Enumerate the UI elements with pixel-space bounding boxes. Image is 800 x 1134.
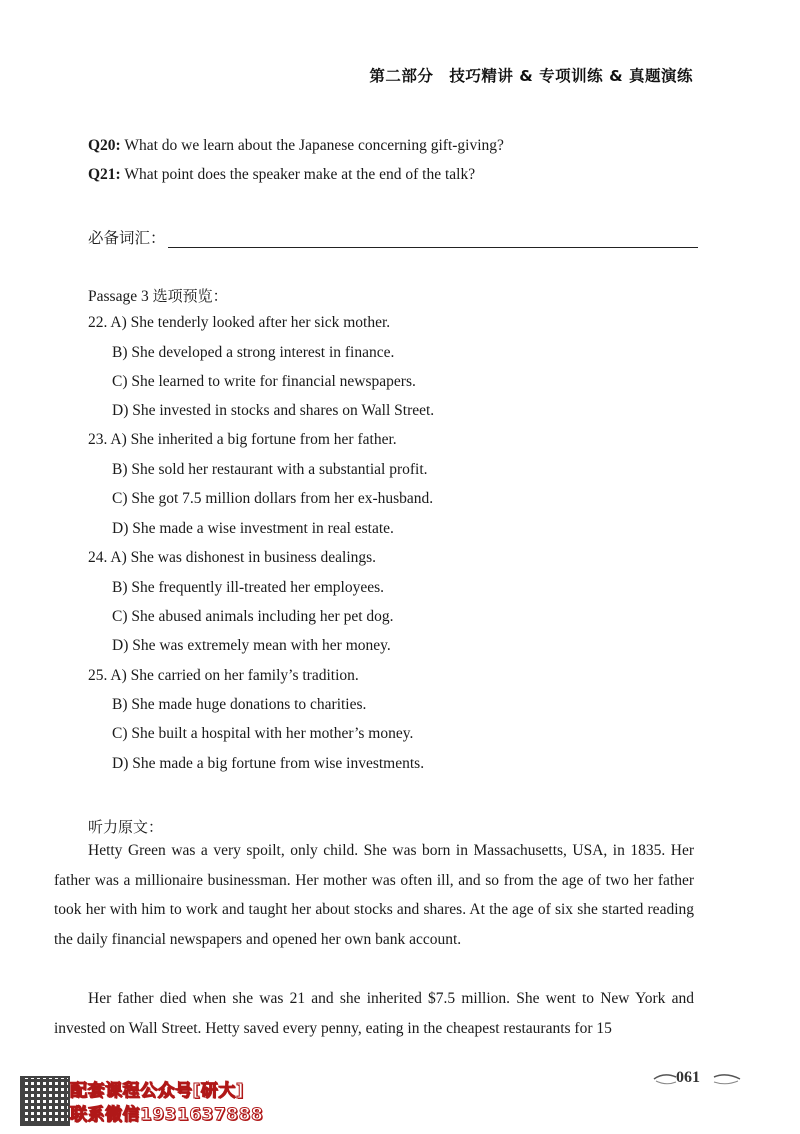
option-25b: B) She made huge donations to charities.: [112, 696, 367, 713]
watermark: [20, 1076, 320, 1128]
option-text: A) She inherited a big fortune from her father.: [110, 431, 397, 448]
question-text: What point does the speaker make at the end of the talk?: [120, 166, 476, 183]
watermark-line-2: 联系微信1931637888: [70, 1105, 264, 1125]
option-text: A) She carried on her family’s tradition.: [110, 667, 359, 684]
section-header: 第二部分 技巧精讲 & 专项训练 & 真题演练: [369, 67, 693, 85]
option-24a: [88, 549, 376, 567]
question-text: What do we learn about the Japanese concerning gift-giving?: [120, 137, 504, 154]
vocab-blank-line: [168, 231, 698, 248]
passage-title-en: Passage 3: [88, 288, 153, 305]
option-22d: D) She invested in stocks and shares on Wall Street.: [112, 402, 435, 419]
option-24c: C) She abused animals including her pet dog.: [112, 608, 394, 625]
passage-title: [88, 285, 228, 306]
item-number: 22.: [88, 314, 111, 331]
item-number: 24.: [88, 549, 111, 566]
option-23d: D) She made a wise investment in real estate.: [112, 520, 394, 537]
option-22b: B) She developed a strong interest in finance.: [112, 344, 395, 361]
transcript-paragraph: Her father died when she was 21 and she inherited $7.5 million. She went to New York and invested on Wall Street. Hetty saved every penny, eating in the cheapest restaurants for 15: [54, 990, 694, 1037]
option-23c: C) She got 7.5 million dollars from her ex-husband.: [112, 490, 434, 507]
question-label: Q20:: [88, 137, 121, 154]
question-label: Q21:: [88, 166, 121, 183]
option-24d: D) She was extremely mean with her money.: [112, 637, 391, 654]
watermark-line-1: 配套课程公众号[研大]: [70, 1081, 245, 1101]
item-number: 23.: [88, 431, 111, 448]
option-25c: C) She built a hospital with her mother’s money.: [112, 725, 414, 742]
transcript-paragraph: Hetty Green was a very spoilt, only child. She was born in Massachusetts, USA, in 1835. Her father was a millionaire businessman. Her mother was often ill, and so from the age of two her father took her with him to work and taught her about stocks and shares. At the age of six she started reading the daily financial newspapers and opened her own bank account.: [54, 842, 694, 948]
option-22c: C) She learned to write for financial newspapers.: [112, 373, 416, 390]
page-number: [652, 1068, 742, 1090]
option-23a: [88, 431, 397, 449]
option-23b: B) She sold her restaurant with a substantial profit.: [112, 461, 428, 478]
option-25d: D) She made a big fortune from wise investments.: [112, 755, 425, 772]
option-24b: B) She frequently ill-treated her employees.: [112, 579, 385, 596]
qr-code-icon: [20, 1076, 70, 1126]
passage-title-cn: 选项预览：: [152, 287, 228, 305]
vocab-row: [88, 226, 698, 248]
item-number: 25.: [88, 667, 111, 684]
option-text: A) She was dishonest in business dealings.: [110, 549, 377, 566]
question-q21: [88, 166, 475, 184]
transcript-label: 听力原文：: [88, 818, 164, 836]
option-text: A) She tenderly looked after her sick mother.: [110, 314, 391, 331]
option-25a: [88, 667, 359, 685]
vocab-label: 必备词汇：: [88, 229, 166, 247]
question-q20: [88, 137, 504, 155]
option-22a: [88, 314, 390, 332]
page-number-text: 061: [676, 1069, 700, 1086]
